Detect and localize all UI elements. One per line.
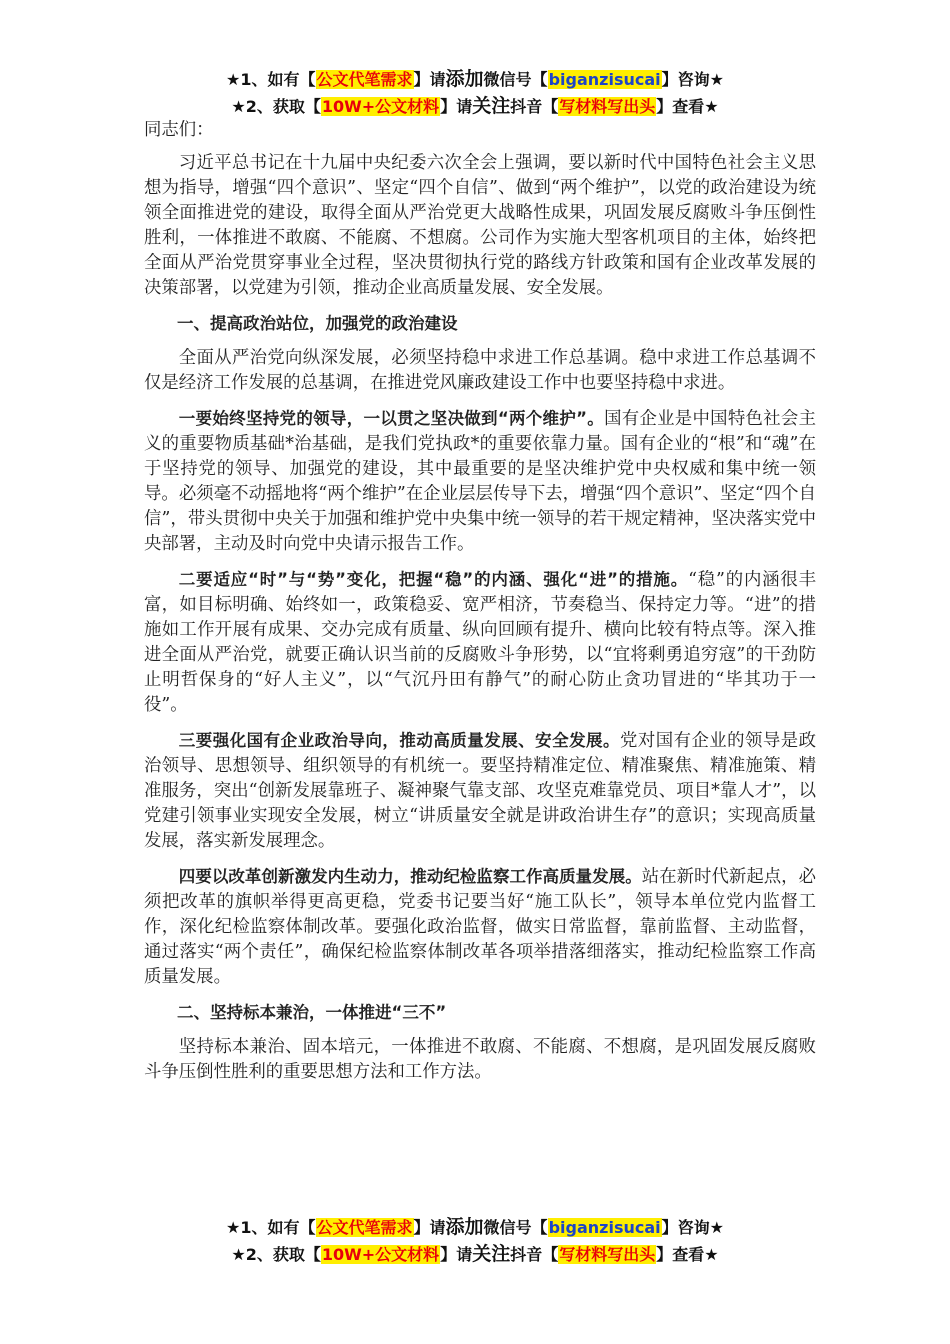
section-heading-1: 一、提高政治站位，加强党的政治建设 (177, 314, 458, 333)
highlight-materials: 10W+公文材料 (321, 1245, 440, 1264)
paragraph-4 (144, 728, 816, 854)
paragraph-body: 党对国有企业的领导是政治领导、思想领导、组织领导的有机统一。要坚持精准定位、精准聚焦、精准施策、精准服务，突出“创新发展靠班子、凝神聚气靠支部、攻坚克难靠党员、项目*靠人才”，以党建引领事业实现安全发展，树立“讲质量安全就是讲政治讲生存”的意识；实现高质量发展，落实新发展理念。 (144, 731, 816, 851)
paragraph-lead: 二要适应“时”与“势”变化，把握“稳”的内涵、强化“进”的措施。 (178, 570, 689, 589)
promo-text: ★1、如有【 (226, 70, 316, 89)
intro-paragraph: 习近平总书记在十九届中央纪委六次全会上强调，要以新时代中国特色社会主义思想为指导，增强“四个意识”、坚定“四个自信”、做到“两个维护”，以党的政治建设为统领全面推进党的建设，取得全面从严治党更大战略性成果，巩固发展反腐败斗争压倒性胜利，一体推进不敢腐、不能腐、不想腐。公司作为实施大型客机项目的主体，始终把全面从严治党贯穿事业全过程，坚决贯彻执行党的路线方针政策和国有企业改革发展的决策部署，以党建为引领，推动企业高质量发展、安全发展。 (144, 153, 816, 298)
emphasis-add: 添加 (445, 1216, 484, 1238)
promo-text: 】咨询★ (661, 1218, 724, 1237)
highlight-materials: 10W+公文材料 (321, 97, 440, 116)
promo-line-1 (0, 66, 950, 93)
promo-line-1 (0, 1214, 950, 1241)
wechat-id[interactable]: biganzisucai (548, 70, 661, 89)
emphasis-follow: 关注 (472, 95, 511, 117)
promo-banner-bottom (0, 1214, 950, 1268)
promo-line-2 (0, 93, 950, 120)
paragraph-lead: 四要以改革创新激发内生动力，推动纪检监察工作高质量发展。 (178, 867, 642, 886)
paragraph-body: “稳”的内涵很丰富，如目标明确、始终如一，政策稳妥、宽严相济，节奏稳当、保持定力等。“进”的措施如工作开展有成果、交办完成有质量、纵向回顾有提升、横向比较有特点等。深入推进全面从严治党，就要正确认识当前的反腐败斗争形势，以“宜将剩勇追穷寇”的干劲防止明哲保身的“好人主义”，以“气沉丹田有静气”的耐心防止贪功冒进的“毕其功于一役”。 (144, 570, 816, 715)
document-body (144, 118, 816, 1095)
paragraph-lead: 三要强化国有企业政治导向，推动高质量发展、安全发展。 (178, 731, 620, 750)
highlight-service: 公文代笔需求 (316, 70, 413, 89)
paragraph-body: 站在新时代新起点，必须把改革的旗帜举得更高更稳，党委书记要当好“施工队长”，领导本单位党内监督工作，深化纪检监察体制改革。要强化政治监督，做实日常监督，靠前监督、主动监督，通过落实“两个责任”，确保纪检监察体制改革各项举措落细落实，推动纪检监察工作高质量发展。 (144, 867, 817, 987)
promo-text: 】请 (440, 1245, 473, 1264)
paragraph-lead: 一要始终坚持党的领导，一以贯之坚决做到“两个维护”。 (178, 409, 605, 428)
paragraph-2 (144, 406, 816, 557)
emphasis-follow: 关注 (472, 1243, 511, 1265)
paragraph-3 (144, 567, 816, 718)
paragraph-5 (144, 864, 816, 990)
promo-text: 】咨询★ (661, 70, 724, 89)
highlight-service: 公文代笔需求 (316, 1218, 413, 1237)
promo-text: ★2、获取【 (231, 1245, 321, 1264)
promo-banner-top (0, 66, 950, 120)
paragraph-6: 坚持标本兼治、固本培元，一体推进不敢腐、不能腐、不想腐，是巩固发展反腐败斗争压倒性胜利的重要思想方法和工作方法。 (144, 1037, 816, 1082)
promo-text: 】查看★ (656, 97, 719, 116)
promo-text: 】请 (413, 1218, 446, 1237)
wechat-id[interactable]: biganzisucai (548, 1218, 661, 1237)
douyin-account[interactable]: 写材料写出头 (559, 1245, 656, 1264)
paragraph-body: 国有企业是中国特色社会主义的重要物质基础*治基础，是我们党执政*的重要依靠力量。国有企业的“根”和“魂”在于坚持党的领导、加强党的建设，其中最重要的是坚决维护党中央权威和集中统一领导。必须毫不动摇地将“两个维护”在企业层层传导下去，增强“四个意识”、坚定“四个自信”，带头贯彻中央关于加强和维护党中央集中统一领导的若干规定精神，坚决落实党中央部署，主动及时向党中央请示报告工作。 (144, 409, 816, 554)
salutation: 同志们： (144, 120, 214, 140)
section-heading-2: 二、坚持标本兼治，一体推进“三不” (177, 1003, 447, 1022)
promo-text: 】查看★ (656, 1245, 719, 1264)
promo-text: ★2、获取【 (231, 97, 321, 116)
paragraph-1: 全面从严治党向纵深发展，必须坚持稳中求进工作总基调。稳中求进工作总基调不仅是经济工作发展的总基调，在推进党风廉政建设工作中也要坚持稳中求进。 (144, 348, 816, 393)
promo-text: 抖音【 (510, 1245, 559, 1264)
promo-line-2 (0, 1241, 950, 1268)
promo-text: ★1、如有【 (226, 1218, 316, 1237)
promo-text: 微信号【 (483, 1218, 548, 1237)
promo-text: 微信号【 (483, 70, 548, 89)
promo-text: 】请 (440, 97, 473, 116)
promo-text: 】请 (413, 70, 446, 89)
douyin-account[interactable]: 写材料写出头 (559, 97, 656, 116)
promo-text: 抖音【 (510, 97, 559, 116)
emphasis-add: 添加 (445, 68, 484, 90)
